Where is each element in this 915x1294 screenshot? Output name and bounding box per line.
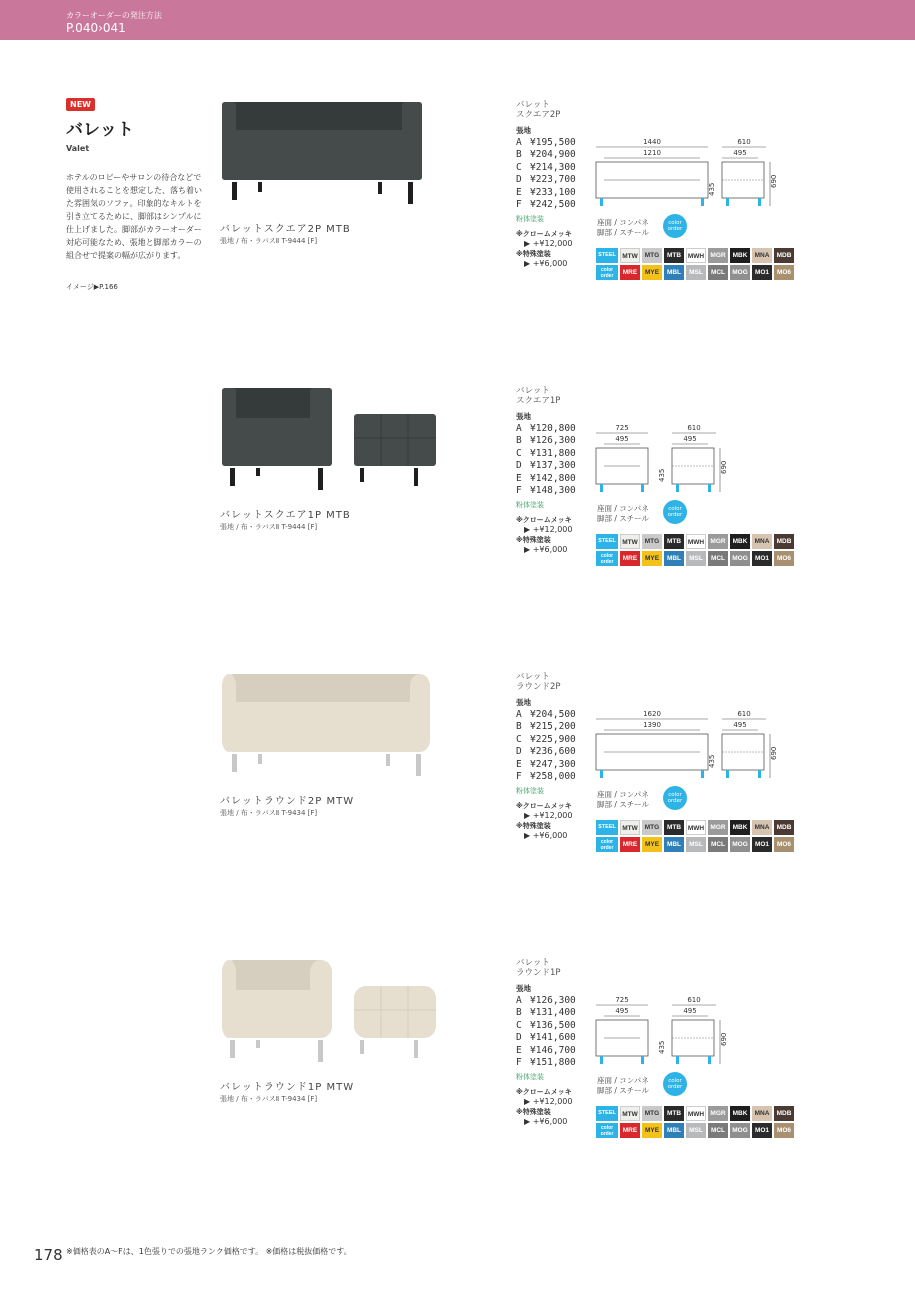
spec-block xyxy=(516,672,596,840)
price-row xyxy=(516,137,596,149)
dim-depth-inner: 495 xyxy=(733,149,747,157)
swatch-mtg[interactable]: MTG xyxy=(642,248,662,263)
spec-heading: 張地 xyxy=(516,984,531,993)
spec-heading: 張地 xyxy=(516,412,531,421)
price-row xyxy=(516,734,596,746)
price-grade: E xyxy=(516,186,522,198)
swatch-msl[interactable]: MSL xyxy=(686,1123,706,1138)
swatch-mtw[interactable]: MTW xyxy=(620,820,640,835)
swatch-mo1[interactable]: MO1 xyxy=(752,265,772,280)
price-row xyxy=(516,1032,596,1044)
swatch-mdb[interactable]: MDB xyxy=(774,1106,794,1121)
caption-fabric: 張地 / 布・ラバスⅡ T-9444 [F] xyxy=(220,237,318,245)
swatch-mwh[interactable]: MWH xyxy=(686,1106,706,1121)
swatch-mog[interactable]: MOG xyxy=(730,551,750,566)
chrome-price: ▶ +¥12,000 xyxy=(524,525,573,535)
chrome-label: ※クロームメッキ xyxy=(516,230,572,239)
dim-height: 690 xyxy=(720,1032,728,1046)
seat-material: 座面 / コンパネ xyxy=(597,790,649,799)
material-labels xyxy=(597,504,649,524)
swatch-mbk[interactable]: MBK xyxy=(730,1106,750,1121)
swatch-mo1[interactable]: MO1 xyxy=(752,551,772,566)
price-grade: F xyxy=(516,771,522,783)
price-row xyxy=(516,759,596,771)
color-order-badge: color order xyxy=(663,786,687,810)
price-grade: B xyxy=(516,149,522,161)
swatch-mbl[interactable]: MBL xyxy=(664,265,684,280)
price-grade: C xyxy=(516,447,522,459)
product-photo xyxy=(218,100,448,240)
color-order-badge: color order xyxy=(663,500,687,524)
dim-width-inner: 1390 xyxy=(643,721,661,729)
price-table xyxy=(516,137,596,211)
dim-seat-height: 435 xyxy=(708,754,716,768)
new-badge: NEW xyxy=(66,98,95,111)
swatch-mre[interactable]: MRE xyxy=(620,551,640,566)
price-value: ¥131,800 xyxy=(530,447,576,459)
swatch-mbk[interactable]: MBK xyxy=(730,534,750,549)
powder-coating-label: 粉体塗装 xyxy=(516,215,544,224)
dim-depth-inner: 495 xyxy=(683,435,697,443)
swatch-grid xyxy=(596,1106,796,1140)
swatch-mye[interactable]: MYE xyxy=(642,1123,662,1138)
product-section xyxy=(0,958,915,1248)
dim-seat-height: 435 xyxy=(658,1040,666,1054)
price-row xyxy=(516,746,596,758)
swatch-mtg[interactable]: MTG xyxy=(642,820,662,835)
special-label: ※特殊塗装 xyxy=(516,536,551,545)
price-table xyxy=(516,995,596,1069)
swatch-mo1[interactable]: MO1 xyxy=(752,1123,772,1138)
price-row xyxy=(516,187,596,199)
price-row xyxy=(516,771,596,783)
leg-material: 脚部 / スチール xyxy=(597,800,649,809)
product-photo xyxy=(218,672,448,812)
swatch-mtw[interactable]: MTW xyxy=(620,534,640,549)
swatch-mna[interactable]: MNA xyxy=(752,1106,772,1121)
price-grade: D xyxy=(516,1032,522,1044)
swatch-mtw[interactable]: MTW xyxy=(620,1106,640,1121)
leg-material: 脚部 / スチール xyxy=(597,228,649,237)
swatch-mo1[interactable]: MO1 xyxy=(752,837,772,852)
swatch-mwh[interactable]: MWH xyxy=(686,820,706,835)
page-number: 178 xyxy=(34,1246,63,1264)
price-row xyxy=(516,709,596,721)
model-name-line1: バレット xyxy=(516,100,550,110)
product-photo xyxy=(218,958,448,1098)
dim-depth-inner: 495 xyxy=(733,721,747,729)
swatch-mtb[interactable]: MTB xyxy=(664,1106,684,1121)
model-name-line1: バレット xyxy=(516,672,550,682)
model-name-line2: スクエア2P xyxy=(516,110,561,120)
seat-material: 座面 / コンパネ xyxy=(597,504,649,513)
product-section xyxy=(0,386,915,676)
swatch-mna[interactable]: MNA xyxy=(752,248,772,263)
price-value: ¥242,500 xyxy=(530,199,576,211)
price-value: ¥204,500 xyxy=(530,709,576,720)
price-grade: C xyxy=(516,1019,522,1031)
image-reference-link[interactable]: イメージ▶P.166 xyxy=(66,283,118,291)
price-grade: D xyxy=(516,174,522,186)
swatch-mwh[interactable]: MWH xyxy=(686,248,706,263)
swatch-mtg[interactable]: MTG xyxy=(642,1106,662,1121)
header-page-ref: P.040›041 xyxy=(66,21,126,35)
swatch-mtb[interactable]: MTB xyxy=(664,534,684,549)
special-price: ▶ +¥6,000 xyxy=(524,1117,568,1127)
price-grade: E xyxy=(516,758,522,770)
swatch-mbl[interactable]: MBL xyxy=(664,837,684,852)
dim-width-inner: 495 xyxy=(615,1007,629,1015)
price-value: ¥120,800 xyxy=(530,423,576,434)
price-value: ¥146,700 xyxy=(530,1044,576,1056)
swatch-mna[interactable]: MNA xyxy=(752,534,772,549)
price-grade: A xyxy=(516,709,522,720)
price-value: ¥126,300 xyxy=(530,995,576,1006)
dim-depth-inner: 495 xyxy=(683,1007,697,1015)
product-section xyxy=(0,100,915,390)
powder-coating-label: 粉体塗装 xyxy=(516,1073,544,1082)
model-name-line2: ラウンド1P xyxy=(516,968,561,978)
price-value: ¥225,900 xyxy=(530,733,576,745)
swatch-mog[interactable]: MOG xyxy=(730,265,750,280)
price-value: ¥214,300 xyxy=(530,161,576,173)
swatch-mye[interactable]: MYE xyxy=(642,837,662,852)
price-value: ¥204,900 xyxy=(530,149,576,161)
price-grade: C xyxy=(516,733,522,745)
price-value: ¥136,500 xyxy=(530,1019,576,1031)
price-row xyxy=(516,1007,596,1019)
caption-name: バレットスクエア2P MTB xyxy=(220,224,351,235)
price-value: ¥148,300 xyxy=(530,485,576,497)
price-value: ¥151,800 xyxy=(530,1057,576,1069)
price-value: ¥215,200 xyxy=(530,721,576,733)
diagram-wrap xyxy=(592,422,802,506)
swatch-mog[interactable]: MOG xyxy=(730,837,750,852)
swatch-mtb[interactable]: MTB xyxy=(664,820,684,835)
dim-depth-outer: 610 xyxy=(737,138,751,146)
swatch-mna[interactable]: MNA xyxy=(752,820,772,835)
swatch-mgr[interactable]: MGR xyxy=(708,820,728,835)
swatch-mcl[interactable]: MCL xyxy=(708,551,728,566)
swatch-mre[interactable]: MRE xyxy=(620,265,640,280)
price-value: ¥142,800 xyxy=(530,472,576,484)
price-value: ¥258,000 xyxy=(530,771,576,783)
special-price: ▶ +¥6,000 xyxy=(524,831,568,841)
chrome-price: ▶ +¥12,000 xyxy=(524,811,573,821)
dim-depth-outer: 610 xyxy=(687,996,701,1004)
caption-name: バレットスクエア1P MTB xyxy=(220,510,351,521)
price-grade: B xyxy=(516,435,522,447)
swatch-mo6[interactable]: MO6 xyxy=(774,837,794,852)
spec-block xyxy=(516,958,596,1126)
swatch-mwh[interactable]: MWH xyxy=(686,534,706,549)
price-value: ¥126,300 xyxy=(530,435,576,447)
special-label: ※特殊塗装 xyxy=(516,822,551,831)
swatch-mgr[interactable]: MGR xyxy=(708,248,728,263)
price-grade: B xyxy=(516,1007,522,1019)
color-order-label: color order xyxy=(596,837,618,852)
price-value: ¥223,700 xyxy=(530,174,576,186)
price-row xyxy=(516,485,596,497)
price-value: ¥195,500 xyxy=(530,137,576,148)
swatch-grid xyxy=(596,534,796,568)
swatch-mo6[interactable]: MO6 xyxy=(774,551,794,566)
dimension-diagram xyxy=(592,422,802,502)
chrome-price: ▶ +¥12,000 xyxy=(524,1097,573,1107)
powder-coating-label: 粉体塗装 xyxy=(516,501,544,510)
footer-note: ※価格表のA～Fは、1色張りでの張地ランク価格です。 ※価格は税抜価格です。 xyxy=(66,1247,352,1256)
chrome-label: ※クロームメッキ xyxy=(516,802,572,811)
model-name-line1: バレット xyxy=(516,958,550,968)
swatch-mre[interactable]: MRE xyxy=(620,1123,640,1138)
swatch-mre[interactable]: MRE xyxy=(620,837,640,852)
special-price: ▶ +¥6,000 xyxy=(524,545,568,555)
price-grade: E xyxy=(516,472,522,484)
steel-label: STEEL xyxy=(596,248,618,263)
steel-label: STEEL xyxy=(596,820,618,835)
spec-heading: 張地 xyxy=(516,698,531,707)
swatch-msl[interactable]: MSL xyxy=(686,551,706,566)
diagram-wrap xyxy=(592,708,802,792)
leg-material: 脚部 / スチール xyxy=(597,1086,649,1095)
dim-width-inner: 1210 xyxy=(643,149,661,157)
price-row xyxy=(516,473,596,485)
sofa-photo xyxy=(218,672,448,792)
armchair-photo xyxy=(218,386,448,506)
swatch-mye[interactable]: MYE xyxy=(642,265,662,280)
dim-seat-height: 435 xyxy=(658,468,666,482)
page-header xyxy=(0,0,915,40)
dim-seat-height: 435 xyxy=(708,182,716,196)
special-label: ※特殊塗装 xyxy=(516,250,551,259)
header-label: カラーオーダーの発注方法 xyxy=(66,11,162,20)
dim-width-outer: 1440 xyxy=(643,138,661,146)
swatch-mcl[interactable]: MCL xyxy=(708,265,728,280)
model-name-line2: スクエア1P xyxy=(516,396,561,406)
price-grade: A xyxy=(516,423,522,434)
swatch-mdb[interactable]: MDB xyxy=(774,248,794,263)
color-order-badge: color order xyxy=(663,1072,687,1096)
color-order-label: color order xyxy=(596,1123,618,1138)
model-name-line1: バレット xyxy=(516,386,550,396)
swatch-grid xyxy=(596,820,796,854)
caption-fabric: 張地 / 布・ラバスⅡ T-9434 [F] xyxy=(220,1095,318,1103)
spec-block xyxy=(516,386,596,554)
chrome-label: ※クロームメッキ xyxy=(516,1088,572,1097)
dim-width-outer: 1620 xyxy=(643,710,661,718)
price-row xyxy=(516,199,596,211)
product-description: ホテルのロビーやサロンの待合などで使用されることを想定した、落ち着いた雰囲気のソファ。印象的なキルトを引き立てるために、脚部はシンプルに仕上げました。脚部がカラーオーダー対応可能なため、張地と脚部カラーの組合せで提案の幅が広がります。 xyxy=(66,173,202,260)
caption-fabric: 張地 / 布・ラバスⅡ T-9444 [F] xyxy=(220,523,318,531)
spec-block xyxy=(516,100,596,268)
material-labels xyxy=(597,790,649,810)
price-grade: D xyxy=(516,746,522,758)
material-labels xyxy=(597,218,649,238)
swatch-mog[interactable]: MOG xyxy=(730,1123,750,1138)
dim-height: 690 xyxy=(720,460,728,474)
price-row xyxy=(516,448,596,460)
swatch-mcl[interactable]: MCL xyxy=(708,1123,728,1138)
armchair-photo xyxy=(218,958,448,1078)
price-row xyxy=(516,1057,596,1069)
swatch-mtb[interactable]: MTB xyxy=(664,248,684,263)
swatch-mbl[interactable]: MBL xyxy=(664,551,684,566)
price-row xyxy=(516,460,596,472)
caption-fabric: 張地 / 布・ラバスⅡ T-9434 [F] xyxy=(220,809,318,817)
swatch-msl[interactable]: MSL xyxy=(686,837,706,852)
dim-depth-outer: 610 xyxy=(687,424,701,432)
steel-label: STEEL xyxy=(596,1106,618,1121)
product-subtitle: Valet xyxy=(66,144,90,153)
swatch-mbk[interactable]: MBK xyxy=(730,820,750,835)
dim-height: 690 xyxy=(770,174,778,188)
swatch-mtw[interactable]: MTW xyxy=(620,248,640,263)
swatch-mdb[interactable]: MDB xyxy=(774,820,794,835)
material-labels xyxy=(597,1076,649,1096)
price-row xyxy=(516,721,596,733)
price-grade: D xyxy=(516,460,522,472)
product-section xyxy=(0,672,915,962)
dim-width-outer: 725 xyxy=(615,424,629,432)
swatch-mye[interactable]: MYE xyxy=(642,551,662,566)
dim-depth-outer: 610 xyxy=(737,710,751,718)
swatch-mcl[interactable]: MCL xyxy=(708,837,728,852)
swatch-mdb[interactable]: MDB xyxy=(774,534,794,549)
price-grade: A xyxy=(516,137,522,148)
caption-name: バレットラウンド2P MTW xyxy=(220,796,355,807)
price-grade: C xyxy=(516,161,522,173)
price-row xyxy=(516,423,596,435)
price-value: ¥141,600 xyxy=(530,1032,576,1044)
diagram-wrap xyxy=(592,994,802,1078)
dimension-diagram xyxy=(592,994,802,1074)
price-grade: B xyxy=(516,721,522,733)
price-grade: F xyxy=(516,1057,522,1069)
color-order-label: color order xyxy=(596,551,618,566)
color-order-badge: color order xyxy=(663,214,687,238)
price-row xyxy=(516,174,596,186)
dimension-diagram xyxy=(592,708,802,788)
swatch-mbl[interactable]: MBL xyxy=(664,1123,684,1138)
swatch-mbk[interactable]: MBK xyxy=(730,248,750,263)
dim-width-inner: 495 xyxy=(615,435,629,443)
swatch-msl[interactable]: MSL xyxy=(686,265,706,280)
price-grade: A xyxy=(516,995,522,1006)
model-name-line2: ラウンド2P xyxy=(516,682,561,692)
product-title: バレット xyxy=(66,120,134,140)
special-label: ※特殊塗装 xyxy=(516,1108,551,1117)
price-value: ¥233,100 xyxy=(530,186,576,198)
swatch-mo6[interactable]: MO6 xyxy=(774,1123,794,1138)
caption-name: バレットラウンド1P MTW xyxy=(220,1082,355,1093)
price-table xyxy=(516,709,596,783)
swatch-mtg[interactable]: MTG xyxy=(642,534,662,549)
price-grade: F xyxy=(516,199,522,211)
swatch-mgr[interactable]: MGR xyxy=(708,1106,728,1121)
seat-material: 座面 / コンパネ xyxy=(597,218,649,227)
price-row xyxy=(516,1020,596,1032)
price-value: ¥131,400 xyxy=(530,1007,576,1019)
price-value: ¥236,600 xyxy=(530,746,576,758)
chrome-price: ▶ +¥12,000 xyxy=(524,239,573,249)
diagram-wrap xyxy=(592,136,802,220)
powder-coating-label: 粉体塗装 xyxy=(516,787,544,796)
price-row xyxy=(516,149,596,161)
price-value: ¥247,300 xyxy=(530,758,576,770)
swatch-grid xyxy=(596,248,796,282)
spec-heading: 張地 xyxy=(516,126,531,135)
price-value: ¥137,300 xyxy=(530,460,576,472)
leg-material: 脚部 / スチール xyxy=(597,514,649,523)
price-row xyxy=(516,162,596,174)
chrome-label: ※クロームメッキ xyxy=(516,516,572,525)
dim-height: 690 xyxy=(770,746,778,760)
seat-material: 座面 / コンパネ xyxy=(597,1076,649,1085)
price-row xyxy=(516,995,596,1007)
price-row xyxy=(516,1045,596,1057)
price-grade: E xyxy=(516,1044,522,1056)
steel-label: STEEL xyxy=(596,534,618,549)
price-grade: F xyxy=(516,485,522,497)
dimension-diagram xyxy=(592,136,802,216)
color-order-label: color order xyxy=(596,265,618,280)
swatch-mgr[interactable]: MGR xyxy=(708,534,728,549)
product-photo xyxy=(218,386,448,526)
price-row xyxy=(516,435,596,447)
price-table xyxy=(516,423,596,497)
special-price: ▶ +¥6,000 xyxy=(524,259,568,269)
dim-width-outer: 725 xyxy=(615,996,629,1004)
sofa-photo xyxy=(218,100,448,220)
swatch-mo6[interactable]: MO6 xyxy=(774,265,794,280)
